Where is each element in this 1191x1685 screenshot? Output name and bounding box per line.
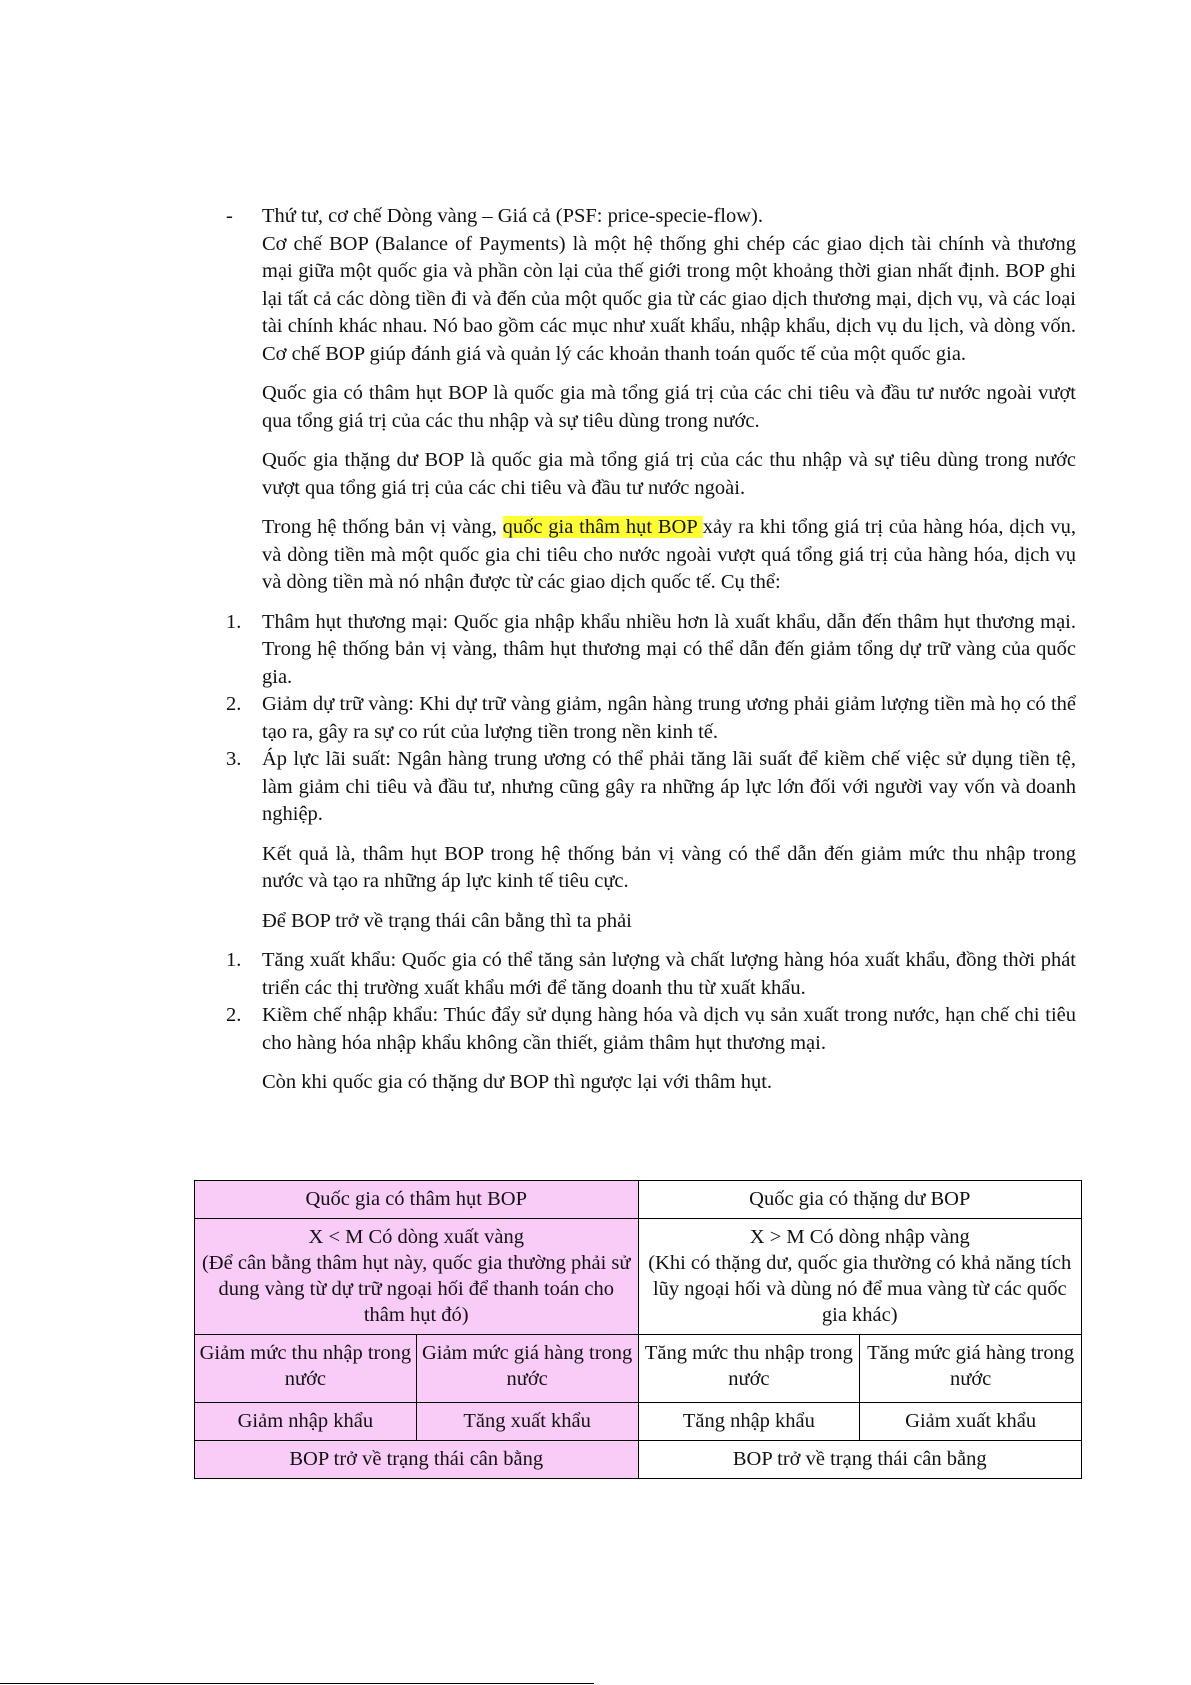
- surplus-header-cell: Quốc gia có thặng dư BOP: [638, 1181, 1082, 1219]
- effects-list: [226, 609, 1076, 829]
- surplus-note-text: (Khi có thặng dư, quốc gia thường có khả năng tích lũy ngoại hối và dùng nó để mua vàng từ các quốc gia khác): [648, 1252, 1072, 1326]
- list-number: 1.: [226, 610, 242, 633]
- bop-definition-paragraph: Cơ chế BOP (Balance of Payments) là một hệ thống ghi chép các giao dịch tài chính và thương mại giữa một quốc gia và phần còn lại của thế giới trong một khoảng thời gian nhất định. BOP ghi lại tất cả các dòng tiền đi và đến của một quốc gia từ các giao dịch thương mại, dịch vụ, và các loại tài chính khác nhau. Nó bao gồm các mục như xuất khẩu, nhập khẩu, dịch vụ du lịch, và dòng vốn. Cơ chế BOP giúp đánh giá và quản lý các khoản thanh toán quốc tế của một quốc gia.: [262, 232, 1076, 365]
- intro-list-item: [226, 203, 1076, 368]
- deficit-price-cell: Giảm mức giá hàng trong nước: [416, 1335, 638, 1403]
- surplus-definition-paragraph: Quốc gia thặng dư BOP là quốc gia mà tổng giá trị của các thu nhập và sự tiêu dùng trong nước vượt qua tổng giá trị của các chi tiêu và đầu tư nước ngoài.: [262, 449, 1076, 499]
- gold-paragraph-lead: Trong hệ thống bản vị vàng,: [262, 516, 503, 538]
- surplus-price-cell: Tăng mức giá hàng trong nước: [860, 1335, 1082, 1403]
- surplus-note-block: [226, 1069, 1076, 1097]
- list-item: [226, 609, 1076, 692]
- intro-title: Thứ tư, cơ chế Dòng vàng – Giá cả (PSF: price-specie-flow).: [262, 205, 763, 227]
- surplus-flow-text: X > M Có dòng nhập vàng: [749, 1226, 970, 1248]
- table-row: [195, 1219, 1082, 1335]
- bop-comparison-table: [194, 1180, 1082, 1479]
- deficit-header-cell: Quốc gia có thâm hụt BOP: [195, 1181, 639, 1219]
- solutions-list: [226, 947, 1076, 1057]
- list-number: 1.: [226, 949, 242, 971]
- result-paragraph-block: [226, 841, 1076, 896]
- balance-intro-paragraph: Để BOP trở về trạng thái cân bằng thì ta phải: [262, 909, 632, 932]
- result-paragraph: Kết quả là, thâm hụt BOP trong hệ thống bản vị vàng có thể dẫn đến giảm mức thu nhập trong nước và tạo ra những áp lực kinh tế tiêu cực.: [262, 842, 1076, 892]
- balance-intro-block: [226, 908, 1076, 936]
- surplus-exports-cell: Giảm xuất khẩu: [860, 1403, 1082, 1441]
- list-item-text: Kiềm chế nhập khẩu: Thúc đẩy sử dụng hàng hóa và dịch vụ sản xuất trong nước, hạn chế chi tiêu cho hàng hóa nhập khẩu không cần thiết, giảm thâm hụt thương mại.: [262, 1004, 1076, 1054]
- dash-marker: -: [226, 205, 233, 227]
- footnote-separator: [0, 1683, 594, 1684]
- table-row: [195, 1403, 1082, 1441]
- list-item: [226, 947, 1076, 1002]
- deficit-definition-paragraph: Quốc gia có thâm hụt BOP là quốc gia mà tổng giá trị của các chi tiêu và đầu tư nước ngoài vượt qua tổng giá trị của các thu nhập và sự tiêu dùng trong nước.: [262, 382, 1076, 432]
- deficit-result-cell: BOP trở về trạng thái cân bằng: [195, 1441, 639, 1479]
- list-item: [226, 691, 1076, 746]
- surplus-note-paragraph: Còn khi quốc gia có thặng dư BOP thì ngược lại với thâm hụt.: [262, 1071, 773, 1093]
- deficit-note-text: (Để cân bằng thâm hụt này, quốc gia thường phải sử dung vàng từ dự trữ ngoại hối để thanh toán cho thâm hụt đó): [201, 1252, 631, 1326]
- document-body: [226, 203, 1076, 1097]
- table-row: [195, 1441, 1082, 1479]
- surplus-income-cell: Tăng mức thu nhập trong nước: [638, 1335, 860, 1403]
- deficit-flow-cell: [195, 1219, 639, 1335]
- list-number: 3.: [226, 748, 242, 770]
- list-item: [226, 746, 1076, 829]
- deficit-exports-cell: Tăng xuất khẩu: [416, 1403, 638, 1441]
- table-row: [195, 1181, 1082, 1219]
- list-item-text: Thâm hụt thương mại: Quốc gia nhập khẩu nhiều hơn là xuất khẩu, dẫn đến thâm hụt thương mại. Trong hệ thống bản vị vàng, thâm hụt thương mại có thể dẫn đến giảm tổng dự trữ vàng của quốc gia.: [262, 610, 1076, 688]
- list-number: 2.: [226, 1004, 242, 1026]
- surplus-imports-cell: Tăng nhập khẩu: [638, 1403, 860, 1441]
- deficit-flow-text: X < M Có dòng xuất vàng: [308, 1226, 524, 1248]
- highlighted-phrase: quốc gia thâm hụt BOP: [502, 516, 703, 538]
- gold-paragraph-rest: xảy ra khi tổng giá trị của hàng hóa, dịch vụ, và dòng tiền mà một quốc gia chi tiêu cho nước ngoài vượt quá tổng giá trị của hàng hóa, dịch vụ và dòng tiền mà nó nhận được từ các giao dịch quốc tế. Cụ thể:: [262, 516, 1076, 593]
- list-number: 2.: [226, 693, 242, 715]
- gold-standard-paragraph-block: [226, 514, 1076, 597]
- deficit-income-cell: Giảm mức thu nhập trong nước: [195, 1335, 417, 1403]
- surplus-result-cell: BOP trở về trạng thái cân bằng: [638, 1441, 1082, 1479]
- list-item-text: Giảm dự trữ vàng: Khi dự trữ vàng giảm, ngân hàng trung ương phải giảm lượng tiền mà họ có thể tạo ra, gây ra sự co rút của lượng tiền trong nền kinh tế.: [262, 693, 1076, 743]
- surplus-flow-cell: [638, 1219, 1082, 1335]
- list-item: [226, 1002, 1076, 1057]
- list-item-text: Tăng xuất khẩu: Quốc gia có thể tăng sản lượng và chất lượng hàng hóa xuất khẩu, đồng thời phát triển các thị trường xuất khẩu mới để tăng doanh thu từ xuất khẩu.: [262, 949, 1076, 999]
- deficit-paragraph-block: [226, 380, 1076, 435]
- gold-standard-paragraph: [262, 514, 1076, 597]
- deficit-imports-cell: Giảm nhập khẩu: [195, 1403, 417, 1441]
- surplus-paragraph-block: [226, 447, 1076, 502]
- list-item-text: Áp lực lãi suất: Ngân hàng trung ương có thể phải tăng lãi suất để kiềm chế việc sử dụng tiền tệ, làm giảm chi tiêu và đầu tư, nhưng cũng gây ra những áp lực lớn đối với người vay vốn và doanh nghiệp.: [262, 748, 1076, 825]
- table-row: [195, 1335, 1082, 1403]
